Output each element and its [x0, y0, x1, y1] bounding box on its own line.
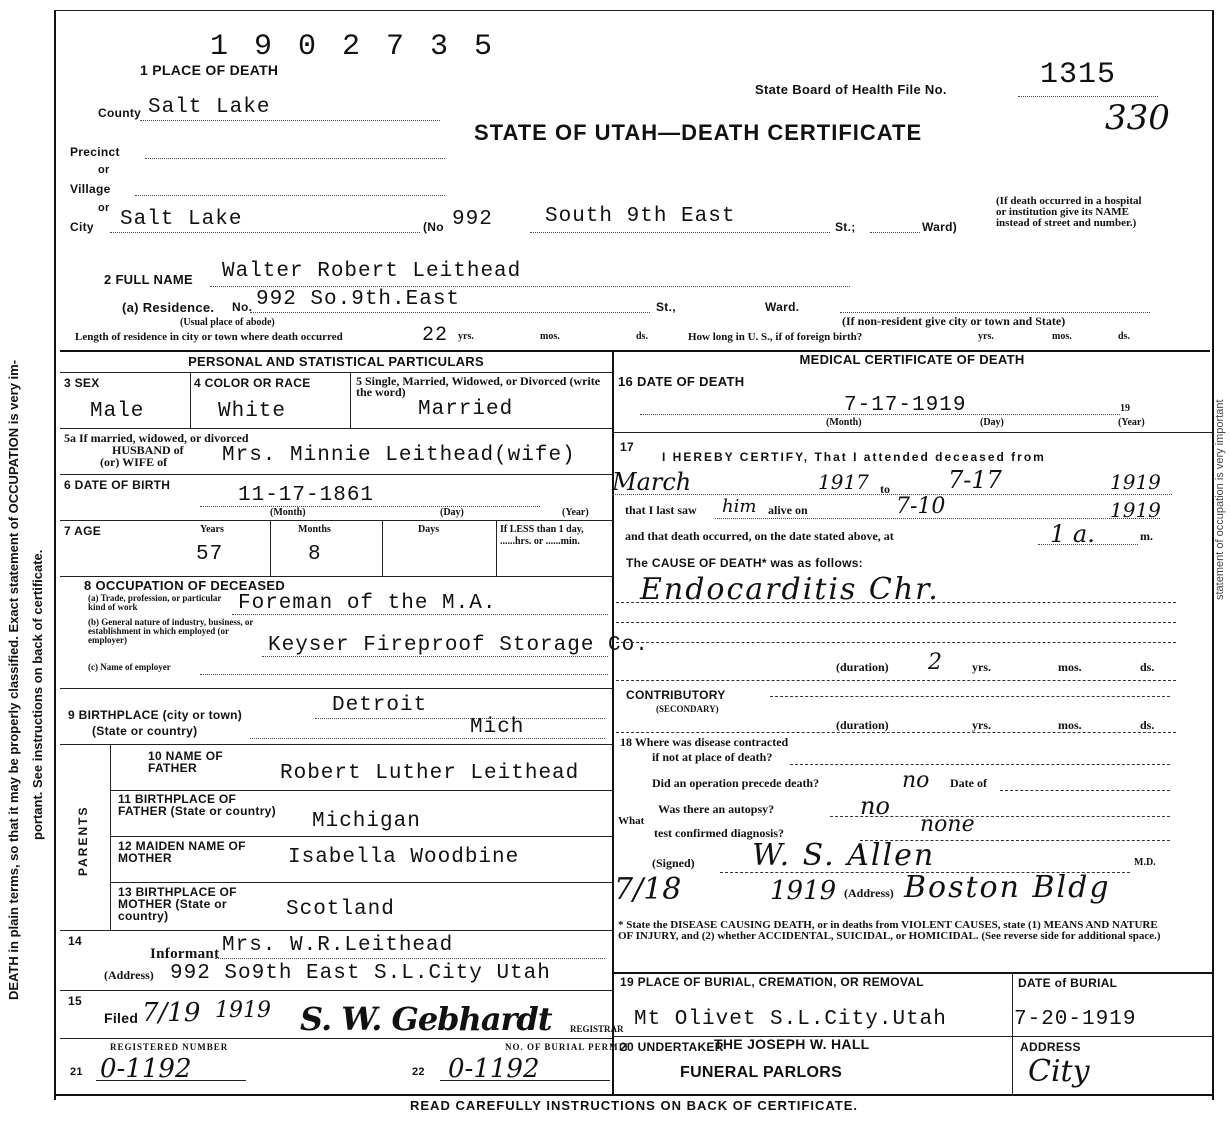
burial-permit-label: NO. OF BURIAL PERMIT: [505, 1042, 631, 1052]
footnote: * State the DISEASE CAUSING DEATH, or in deaths from VIOLENT CAUSES, state (1) MEANS AND NATURE OF INJURY, and (2) whether ACCIDENTAL, SUICIDAL, or HOMICIDAL. (See reverse side for additional space.): [618, 919, 1161, 942]
county-value: Salt Lake: [148, 96, 271, 119]
full-name-value: Walter Robert Leithead: [222, 260, 522, 283]
certify-text: I HEREBY CERTIFY, That I attended deceased from: [662, 450, 1046, 464]
length-residence-label: Length of residence in city or town where death occurred: [75, 331, 343, 343]
undertaker-label: 20 UNDERTAKER: [620, 1040, 724, 1054]
physician-signature: W. S. Allen: [752, 838, 936, 873]
length-residence-years: 22: [422, 324, 449, 347]
physician-address: Boston Bldg: [904, 870, 1111, 905]
operation-answer: no: [902, 768, 930, 793]
burial-place-label: 19 PLACE OF BURIAL, CREMATION, OR REMOVAL: [620, 975, 924, 989]
mother-name: Isabella Woodbine: [288, 846, 520, 869]
cause-of-death-label: The CAUSE OF DEATH* was as follows:: [626, 556, 863, 570]
signed-date: 7/18: [614, 872, 682, 907]
file-number: 1315: [1040, 58, 1117, 92]
duration-years: 2: [928, 650, 942, 675]
marital-value: Married: [418, 398, 514, 421]
full-name-label: 2 FULL NAME: [104, 272, 194, 287]
center-divider: [612, 350, 614, 1094]
color-value: White: [218, 400, 287, 423]
birthplace-city: Detroit: [332, 694, 428, 717]
autopsy-label: Was there an autopsy?: [658, 802, 775, 816]
sex-label: 3 SEX: [64, 376, 100, 390]
footer-instructions: READ CAREFULLY INSTRUCTIONS ON BACK OF CERTIFICATE.: [410, 1098, 858, 1113]
birthplace-label: 9 BIRTHPLACE (city or town): [68, 708, 243, 722]
father-birthplace: Michigan: [312, 810, 421, 833]
age-years: 57: [196, 543, 224, 566]
attended-to: 7-17: [948, 466, 1002, 494]
attended-to-year: 1919: [1110, 470, 1161, 494]
ward-label: Ward): [922, 220, 958, 234]
informant-name: Mrs. W.R.Leithead: [222, 934, 454, 957]
date-of-death-label: 16 DATE OF DEATH: [618, 374, 745, 389]
right-margin-text: statement of occupation is very important: [1214, 399, 1226, 600]
age-months: 8: [308, 543, 322, 566]
frame-left: [54, 10, 56, 1100]
place-of-death-label: 1 PLACE OF DEATH: [140, 62, 279, 78]
mother-birthplace-label: 13 BIRTHPLACE OF MOTHER (State or country): [118, 885, 237, 923]
left-margin-instructions: DEATH in plain terms, so that it may be properly classified. Exact statement of OCCUPATION is very im-: [6, 359, 21, 1000]
informant-label: Informant: [150, 946, 220, 962]
county-label: County: [98, 106, 142, 120]
residence-value: 992 So.9th.East: [256, 288, 461, 311]
personal-section-title: PERSONAL AND STATISTICAL PARTICULARS: [188, 354, 484, 369]
father-name-label: 10 NAME OF FATHER: [148, 749, 224, 775]
last-saw-year: 1919: [1110, 498, 1161, 522]
street-number: 992: [452, 208, 493, 231]
mother-name-label: 12 MAIDEN NAME OF MOTHER: [118, 839, 246, 865]
father-name: Robert Luther Leithead: [280, 762, 580, 785]
color-label: 4 COLOR OR RACE: [194, 376, 311, 390]
undertaker-name: THE JOSEPH W. HALL: [714, 1036, 870, 1052]
serial-number: 1 9 0 2 7 3 5: [210, 30, 497, 64]
test-answer: none: [920, 812, 975, 837]
last-saw-pronoun: him: [722, 496, 757, 517]
spouse-value: Mrs. Minnie Leithead(wife): [222, 444, 576, 467]
burial-date: 7-20-1919: [1014, 1008, 1137, 1031]
spouse-label: 5a If married, widowed, or divorced: [64, 431, 249, 445]
registered-number-handwritten: 330: [1105, 98, 1170, 138]
foreign-birth-label: How long in U. S., if of foreign birth?: [688, 331, 863, 343]
burial-place: Mt Olivet S.L.City.Utah: [634, 1008, 947, 1031]
undertaker-name-2: FUNERAL PARLORS: [680, 1064, 843, 1081]
date-of-death: 7-17-1919: [844, 394, 967, 417]
reg-number-label: REGISTERED NUMBER: [110, 1042, 229, 1052]
certificate-title: STATE OF UTAH—DEATH CERTIFICATE: [474, 120, 923, 145]
undertaker-address: City: [1028, 1054, 1090, 1089]
burial-permit-number: 0-1192: [448, 1054, 540, 1084]
attended-from: March: [612, 468, 692, 496]
birthplace-state: Mich: [470, 716, 525, 739]
city-label: City: [70, 220, 94, 234]
last-saw-date: 7-10: [896, 494, 946, 519]
sex-value: Male: [90, 400, 145, 423]
operation-label: Did an operation precede death?: [652, 776, 820, 790]
registrar-signature: S. W. Gebhardt: [300, 1000, 552, 1038]
death-occurred-label: and that death occurred, on the date stated above, at: [625, 529, 894, 543]
signed-year: 1919: [770, 876, 837, 906]
age-label: 7 AGE: [64, 524, 102, 538]
occupation-label: 8 OCCUPATION OF DECEASED: [84, 578, 286, 593]
parents-label: PARENTS: [76, 805, 90, 876]
city-value: Salt Lake: [120, 208, 243, 231]
nonresident-note: (If non-resident give city or town and State): [842, 314, 1066, 328]
hospital-note: (If death occurred in a hospital or institution give its NAME instead of street and number.): [996, 195, 1142, 229]
registered-number: 0-1192: [100, 1054, 192, 1084]
contributory-label: CONTRIBUTORY: [626, 688, 726, 702]
residence-label: (a) Residence.: [122, 300, 215, 315]
filed-date: 7/19: [142, 998, 201, 1028]
frame-top: [54, 10, 1214, 11]
filed-year: 1919: [215, 998, 271, 1023]
burial-date-label: DATE of BURIAL: [1018, 976, 1118, 990]
test-label: test confirmed diagnosis?: [654, 826, 784, 840]
attended-from-year: 1917: [818, 470, 869, 494]
mother-birthplace: Scotland: [286, 898, 395, 921]
occupation-trade: Foreman of the M.A.: [238, 592, 497, 615]
left-margin-instructions-2: portant. See instructions on back of certificate.: [30, 549, 45, 840]
dob-label: 6 DATE OF BIRTH: [64, 478, 171, 492]
street-name: South 9th East: [545, 205, 736, 228]
frame-bottom: [54, 1094, 1214, 1096]
cause-of-death: Endocarditis Chr.: [640, 572, 940, 607]
autopsy-answer: no: [860, 792, 890, 820]
informant-address: 992 So9th East S.L.City Utah: [170, 962, 551, 985]
marital-label: 5 Single, Married, Widowed, or Divorced (write the word): [356, 374, 601, 399]
occupation-industry: Keyser Fireproof Storage Co.: [268, 634, 649, 657]
precinct-label: Precinct: [70, 145, 120, 159]
filed-label: Filed: [104, 1010, 139, 1026]
q18-label: 18 Where was disease contracted: [620, 735, 789, 749]
death-time: 1 a.: [1050, 520, 1095, 548]
last-saw-label: that I last saw: [625, 503, 697, 517]
dob-value: 11-17-1861: [238, 484, 375, 507]
father-birthplace-label: 11 BIRTHPLACE OF FATHER (State or country): [118, 792, 276, 818]
less-than-day: If LESS than 1 day, ......hrs. or ......min.: [500, 524, 584, 547]
file-number-label: State Board of Health File No.: [755, 82, 947, 97]
village-label: Village: [70, 182, 111, 196]
medical-section-title: MEDICAL CERTIFICATE OF DEATH: [799, 352, 1025, 367]
undertaker-address-label: ADDRESS: [1020, 1040, 1081, 1054]
